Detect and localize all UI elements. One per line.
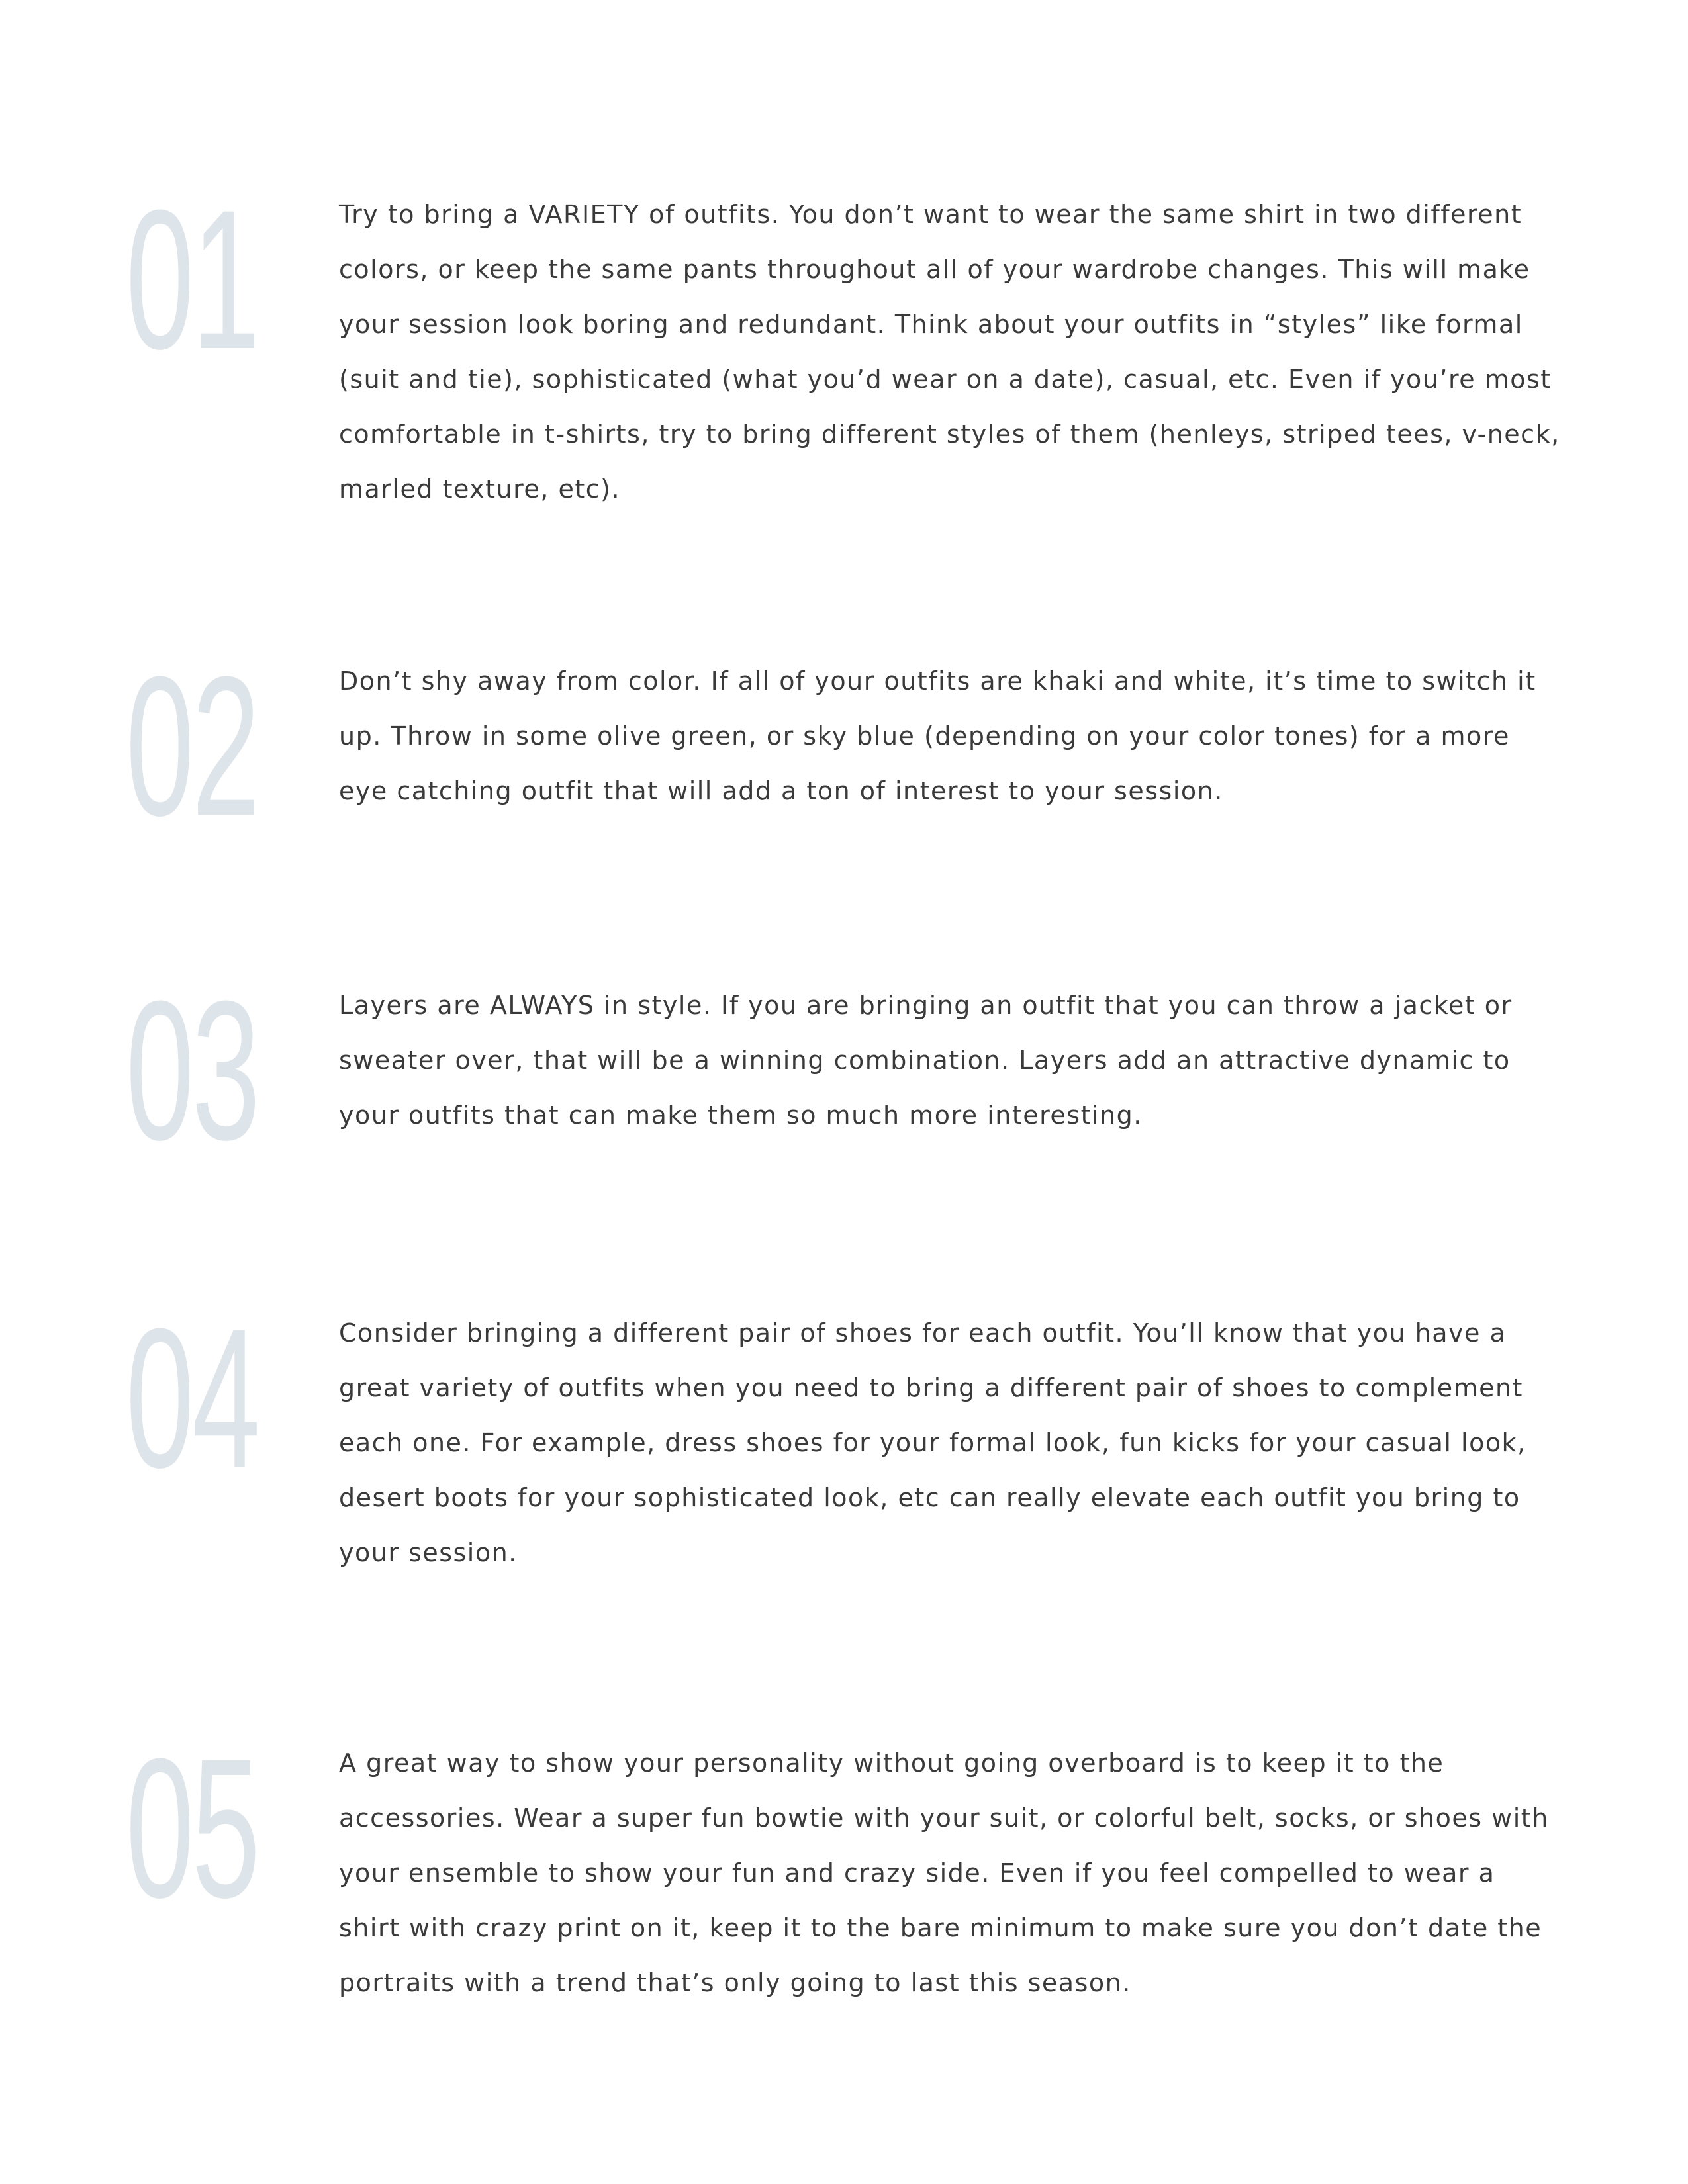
tip-text: Don’t shy away from color. If all of your outfits are khaki and white, it’s time to switch it up. Throw in some olive green, or sky blue (depending on your color tones) for a more eye catching outfit that will add a ton of interest to your session.	[339, 666, 1536, 805]
tip-number: 02	[126, 635, 258, 857]
tip-number: 05	[126, 1717, 258, 1939]
tip-number: 01	[126, 168, 258, 390]
tip-text: A great way to show your personality without going overboard is to keep it to the accessories. Wear a super fun bowtie with your suit, or colorful belt, socks, or shoes with your ensemble to show your fun and crazy side. Even if you feel compelled to wear a shirt with crazy print on it, keep it to the bare minimum to make sure you don’t date the portraits with a trend that’s only going to last this season.	[339, 1749, 1549, 1997]
tip-text: Consider bringing a different pair of shoes for each outfit. You’ll know that you have a great variety of outfits when you need to bring a different pair of shoes to complement each one. For example, dress shoes for your formal look, fun kicks for your casual look, desert boots for your sophisticated look, etc can really elevate each outfit you bring to your session.	[339, 1318, 1526, 1567]
tip-text: Try to bring a VARIETY of outfits. You don’t want to wear the same shirt in two different colors, or keep the same pants throughout all of your wardrobe changes. This will make your session look boring and redundant. Think about your outfits in “styles” like formal (suit and tie), sophisticated (what you’d wear on a date), casual, etc. Even if you’re most comfortable in t-shirts, try to bring different styles of them (henleys, striped tees, v-neck, marled texture, etc).	[339, 200, 1560, 504]
tip-number: 04	[126, 1287, 258, 1509]
tip-number: 03	[126, 959, 258, 1181]
tip-text: Layers are ALWAYS in style. If you are bringing an outfit that you can throw a jacket or sweater over, that will be a winning combination. Layers add an attractive dynamic to your outfits that can make them so much more interesting.	[339, 991, 1513, 1130]
